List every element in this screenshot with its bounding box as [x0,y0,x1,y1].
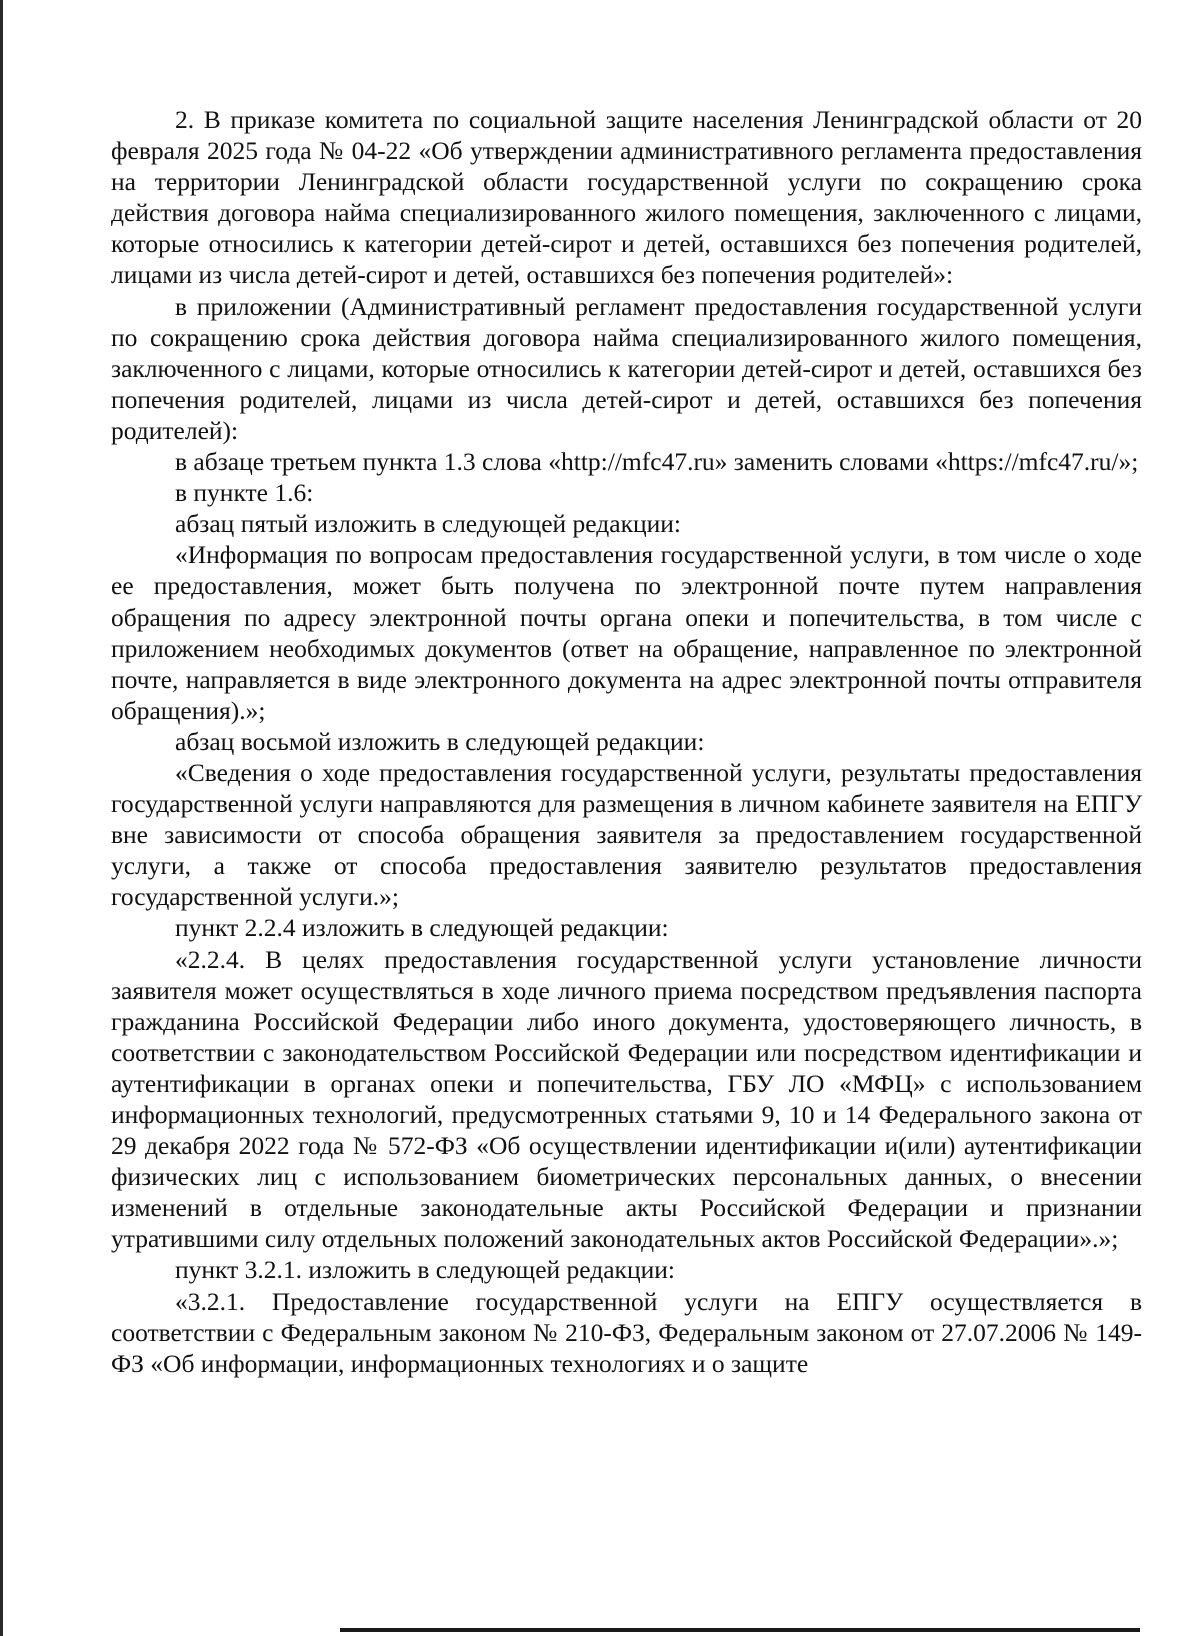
paragraph-3-2-1-text: «3.2.1. Предоставление государственной услуги на ЕПГУ осуществляется в соответствии с Федеральным законом № 210-ФЗ, Федеральным законом от 27.07.2006 № 149-ФЗ «Об информации, информационных технологиях и о защите [111,1286,1142,1378]
paragraph-appendix: в приложении (Административный регламент предоставления государственной услуги по сокращению срока действия договора найма специализированного жилого помещения, заключенного с лицами, которые относились к категории детей-сирот и детей, оставшихся без попечения родителей, лицами из числа детей-сирот и детей, оставшихся без попечения родителей): [111,291,1142,445]
scan-bottom-edge [340,1628,1140,1632]
paragraph-2-2-4-heading: пункт 2.2.4 изложить в следующей редакции: [175,913,669,943]
paragraph-1-6-heading: в пункте 1.6: [175,478,314,508]
paragraph-fifth-abzac-heading: абзац пятый изложить в следующей редакции: [175,509,681,539]
paragraph-3-2-1-heading: пункт 3.2.1. изложить в следующей редакции: [175,1255,675,1285]
paragraph-eighth-abzac-text: «Сведения о ходе предоставления государственной услуги, результаты предоставления государственной услуги направляются для размещения в личном кабинете заявителя на ЕПГУ вне зависимости от способа обращения заявителя за предоставлением государственной услуги, а также от способа предоставления заявителю результатов предоставления государственной услуги.»; [111,757,1142,912]
paragraph-fifth-abzac-text: «Информация по вопросам предоставления государственной услуги, в том числе о ходе ее предоставления, может быть получена по электронной почте путем направления обращения по адресу электронной почты органа опеки и попечительства, в том числе с приложением необходимых документов (ответ на обращение, направленное по электронной почте, направляется в виде электронного документа на адрес электронной почты отправителя обращения).»; [111,540,1142,725]
document-body [111,104,1142,1379]
paragraph-eighth-abzac-heading: абзац восьмой изложить в следующей редакции: [175,726,705,756]
scan-edge [0,0,3,1636]
paragraph-item-2: 2. В приказе комитета по социальной защите населения Ленинградской области от 20 февраля 2025 года № 04-22 «Об утверждении административного регламента предоставления на территории Ленинградской области государственной услуги по сокращению срока действия договора найма специализированного жилого помещения, заключенного с лицами, которые относились к категории детей-сирот и детей, оставшихся без попечения родителей, лицами из числа детей-сирот и детей, оставшихся без попечения родителей»: [111,105,1142,290]
paragraph-2-2-4-text: «2.2.4. В целях предоставления государственной услуги установление личности заявителя может осуществляться в ходе личного приема посредством предъявления паспорта гражданина Российской Федерации либо иного документа, удостоверяющего личность, в соответствии с законодательством Российской Федерации или посредством идентификации и аутентификации в органах опеки и попечительства, ГБУ ЛО «МФЦ» с использованием информационных технологий, предусмотренных статьями 9, 10 и 14 Федерального закона от 29 декабря 2022 года № 572-ФЗ «Об осуществлении идентификации и(или) аутентификации физических лиц с использованием биометрических персональных данных, о внесении изменений в отдельные законодательные акты Российской Федерации и признании утратившими силу отдельных положений законодательных актов Российской Федерации».»; [111,944,1142,1254]
paragraph-1-3: в абзаце третьем пункта 1.3 слова «http://mfc47.ru» заменить словами «https://mfc47.ru/»; [175,447,1139,477]
